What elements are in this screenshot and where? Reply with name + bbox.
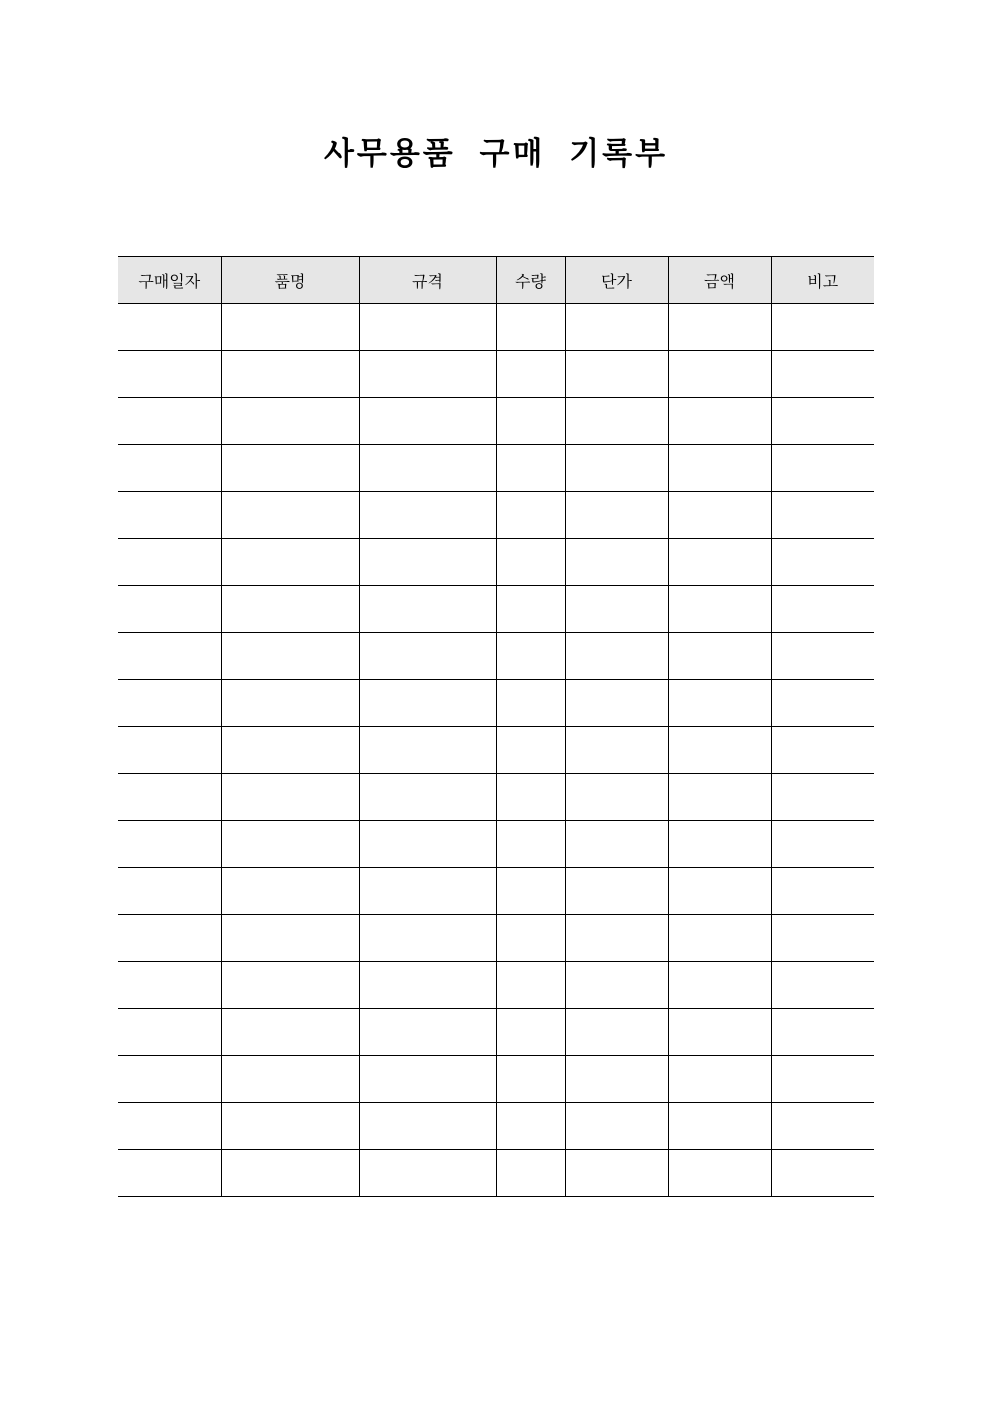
cell-specification[interactable] xyxy=(359,1150,496,1197)
cell-unit-price[interactable] xyxy=(565,1056,668,1103)
cell-amount[interactable] xyxy=(668,539,771,586)
table-row xyxy=(118,586,874,633)
cell-quantity[interactable] xyxy=(496,586,565,633)
cell-unit-price[interactable] xyxy=(565,1103,668,1150)
cell-remarks[interactable] xyxy=(771,539,874,586)
cell-specification[interactable] xyxy=(359,821,496,868)
cell-quantity[interactable] xyxy=(496,492,565,539)
cell-remarks[interactable] xyxy=(771,774,874,821)
cell-amount[interactable] xyxy=(668,1150,771,1197)
cell-quantity[interactable] xyxy=(496,398,565,445)
cell-remarks[interactable] xyxy=(771,1009,874,1056)
cell-specification[interactable] xyxy=(359,633,496,680)
cell-unit-price[interactable] xyxy=(565,821,668,868)
cell-purchase-date[interactable] xyxy=(118,962,221,1009)
cell-item-name[interactable] xyxy=(221,774,359,821)
cell-specification[interactable] xyxy=(359,492,496,539)
cell-purchase-date[interactable] xyxy=(118,492,221,539)
table-row xyxy=(118,1103,874,1150)
cell-item-name[interactable] xyxy=(221,1009,359,1056)
cell-quantity[interactable] xyxy=(496,868,565,915)
cell-amount[interactable] xyxy=(668,1103,771,1150)
cell-quantity[interactable] xyxy=(496,680,565,727)
table-body xyxy=(118,304,874,1197)
cell-remarks[interactable] xyxy=(771,398,874,445)
cell-unit-price[interactable] xyxy=(565,586,668,633)
header-remarks: 비고 xyxy=(771,257,874,304)
cell-item-name[interactable] xyxy=(221,539,359,586)
cell-purchase-date[interactable] xyxy=(118,398,221,445)
cell-specification[interactable] xyxy=(359,1056,496,1103)
cell-quantity[interactable] xyxy=(496,1150,565,1197)
cell-unit-price[interactable] xyxy=(565,962,668,1009)
table-row xyxy=(118,398,874,445)
cell-purchase-date[interactable] xyxy=(118,1056,221,1103)
table-row xyxy=(118,1150,874,1197)
cell-remarks[interactable] xyxy=(771,633,874,680)
header-item-name: 품명 xyxy=(221,257,359,304)
cell-unit-price[interactable] xyxy=(565,680,668,727)
cell-amount[interactable] xyxy=(668,633,771,680)
purchase-record-table xyxy=(118,256,874,1197)
table-row xyxy=(118,680,874,727)
cell-quantity[interactable] xyxy=(496,1103,565,1150)
cell-remarks[interactable] xyxy=(771,727,874,774)
cell-specification[interactable] xyxy=(359,539,496,586)
table-row xyxy=(118,1009,874,1056)
cell-remarks[interactable] xyxy=(771,1103,874,1150)
cell-unit-price[interactable] xyxy=(565,1150,668,1197)
table-row xyxy=(118,492,874,539)
cell-purchase-date[interactable] xyxy=(118,586,221,633)
cell-item-name[interactable] xyxy=(221,398,359,445)
cell-amount[interactable] xyxy=(668,351,771,398)
cell-specification[interactable] xyxy=(359,445,496,492)
cell-unit-price[interactable] xyxy=(565,445,668,492)
cell-quantity[interactable] xyxy=(496,633,565,680)
table-row xyxy=(118,1056,874,1103)
cell-purchase-date[interactable] xyxy=(118,633,221,680)
header-amount: 금액 xyxy=(668,257,771,304)
cell-amount[interactable] xyxy=(668,1009,771,1056)
cell-quantity[interactable] xyxy=(496,962,565,1009)
cell-amount[interactable] xyxy=(668,586,771,633)
cell-specification[interactable] xyxy=(359,915,496,962)
cell-specification[interactable] xyxy=(359,962,496,1009)
cell-remarks[interactable] xyxy=(771,492,874,539)
header-quantity: 수량 xyxy=(496,257,565,304)
cell-amount[interactable] xyxy=(668,915,771,962)
cell-amount[interactable] xyxy=(668,398,771,445)
cell-quantity[interactable] xyxy=(496,774,565,821)
cell-quantity[interactable] xyxy=(496,727,565,774)
cell-amount[interactable] xyxy=(668,821,771,868)
cell-item-name[interactable] xyxy=(221,962,359,1009)
cell-purchase-date[interactable] xyxy=(118,915,221,962)
cell-quantity[interactable] xyxy=(496,351,565,398)
header-specification: 규격 xyxy=(359,257,496,304)
table-row xyxy=(118,633,874,680)
cell-item-name[interactable] xyxy=(221,1103,359,1150)
table-row xyxy=(118,962,874,1009)
table-row xyxy=(118,727,874,774)
cell-unit-price[interactable] xyxy=(565,304,668,351)
cell-purchase-date[interactable] xyxy=(118,774,221,821)
cell-item-name[interactable] xyxy=(221,1150,359,1197)
cell-item-name[interactable] xyxy=(221,727,359,774)
cell-item-name[interactable] xyxy=(221,633,359,680)
cell-purchase-date[interactable] xyxy=(118,351,221,398)
cell-amount[interactable] xyxy=(668,304,771,351)
cell-remarks[interactable] xyxy=(771,351,874,398)
cell-item-name[interactable] xyxy=(221,304,359,351)
cell-specification[interactable] xyxy=(359,304,496,351)
cell-purchase-date[interactable] xyxy=(118,680,221,727)
cell-purchase-date[interactable] xyxy=(118,1009,221,1056)
cell-purchase-date[interactable] xyxy=(118,1103,221,1150)
cell-amount[interactable] xyxy=(668,868,771,915)
cell-amount[interactable] xyxy=(668,727,771,774)
cell-specification[interactable] xyxy=(359,774,496,821)
cell-unit-price[interactable] xyxy=(565,492,668,539)
cell-item-name[interactable] xyxy=(221,445,359,492)
cell-remarks[interactable] xyxy=(771,445,874,492)
cell-item-name[interactable] xyxy=(221,821,359,868)
cell-purchase-date[interactable] xyxy=(118,539,221,586)
cell-unit-price[interactable] xyxy=(565,868,668,915)
cell-unit-price[interactable] xyxy=(565,633,668,680)
cell-item-name[interactable] xyxy=(221,586,359,633)
cell-purchase-date[interactable] xyxy=(118,868,221,915)
cell-amount[interactable] xyxy=(668,680,771,727)
cell-remarks[interactable] xyxy=(771,304,874,351)
table-row xyxy=(118,539,874,586)
cell-remarks[interactable] xyxy=(771,868,874,915)
table-header xyxy=(118,257,874,304)
table-row xyxy=(118,304,874,351)
table-row xyxy=(118,351,874,398)
cell-remarks[interactable] xyxy=(771,1150,874,1197)
cell-specification[interactable] xyxy=(359,351,496,398)
cell-remarks[interactable] xyxy=(771,915,874,962)
cell-specification[interactable] xyxy=(359,398,496,445)
table-row xyxy=(118,868,874,915)
cell-unit-price[interactable] xyxy=(565,398,668,445)
cell-amount[interactable] xyxy=(668,1056,771,1103)
cell-item-name[interactable] xyxy=(221,1056,359,1103)
cell-purchase-date[interactable] xyxy=(118,727,221,774)
cell-specification[interactable] xyxy=(359,680,496,727)
cell-remarks[interactable] xyxy=(771,962,874,1009)
cell-item-name[interactable] xyxy=(221,915,359,962)
cell-unit-price[interactable] xyxy=(565,351,668,398)
cell-specification[interactable] xyxy=(359,1009,496,1056)
cell-item-name[interactable] xyxy=(221,351,359,398)
cell-item-name[interactable] xyxy=(221,680,359,727)
header-purchase-date: 구매일자 xyxy=(118,257,221,304)
cell-amount[interactable] xyxy=(668,962,771,1009)
cell-remarks[interactable] xyxy=(771,1056,874,1103)
table-row xyxy=(118,915,874,962)
cell-quantity[interactable] xyxy=(496,445,565,492)
header-row xyxy=(118,257,874,304)
cell-item-name[interactable] xyxy=(221,492,359,539)
cell-amount[interactable] xyxy=(668,774,771,821)
cell-purchase-date[interactable] xyxy=(118,445,221,492)
cell-unit-price[interactable] xyxy=(565,774,668,821)
cell-quantity[interactable] xyxy=(496,539,565,586)
document-title: 사무용품 구매 기록부 xyxy=(323,136,669,172)
cell-unit-price[interactable] xyxy=(565,727,668,774)
cell-remarks[interactable] xyxy=(771,821,874,868)
cell-unit-price[interactable] xyxy=(565,915,668,962)
cell-specification[interactable] xyxy=(359,586,496,633)
cell-purchase-date[interactable] xyxy=(118,1150,221,1197)
cell-unit-price[interactable] xyxy=(565,539,668,586)
cell-remarks[interactable] xyxy=(771,586,874,633)
cell-specification[interactable] xyxy=(359,727,496,774)
cell-amount[interactable] xyxy=(668,492,771,539)
cell-unit-price[interactable] xyxy=(565,1009,668,1056)
cell-item-name[interactable] xyxy=(221,868,359,915)
cell-purchase-date[interactable] xyxy=(118,821,221,868)
table-row xyxy=(118,821,874,868)
cell-remarks[interactable] xyxy=(771,680,874,727)
cell-quantity[interactable] xyxy=(496,821,565,868)
cell-quantity[interactable] xyxy=(496,1009,565,1056)
cell-quantity[interactable] xyxy=(496,915,565,962)
cell-specification[interactable] xyxy=(359,1103,496,1150)
table-row xyxy=(118,774,874,821)
table-row xyxy=(118,445,874,492)
cell-quantity[interactable] xyxy=(496,304,565,351)
cell-specification[interactable] xyxy=(359,868,496,915)
cell-amount[interactable] xyxy=(668,445,771,492)
header-unit-price: 단가 xyxy=(565,257,668,304)
cell-quantity[interactable] xyxy=(496,1056,565,1103)
cell-purchase-date[interactable] xyxy=(118,304,221,351)
